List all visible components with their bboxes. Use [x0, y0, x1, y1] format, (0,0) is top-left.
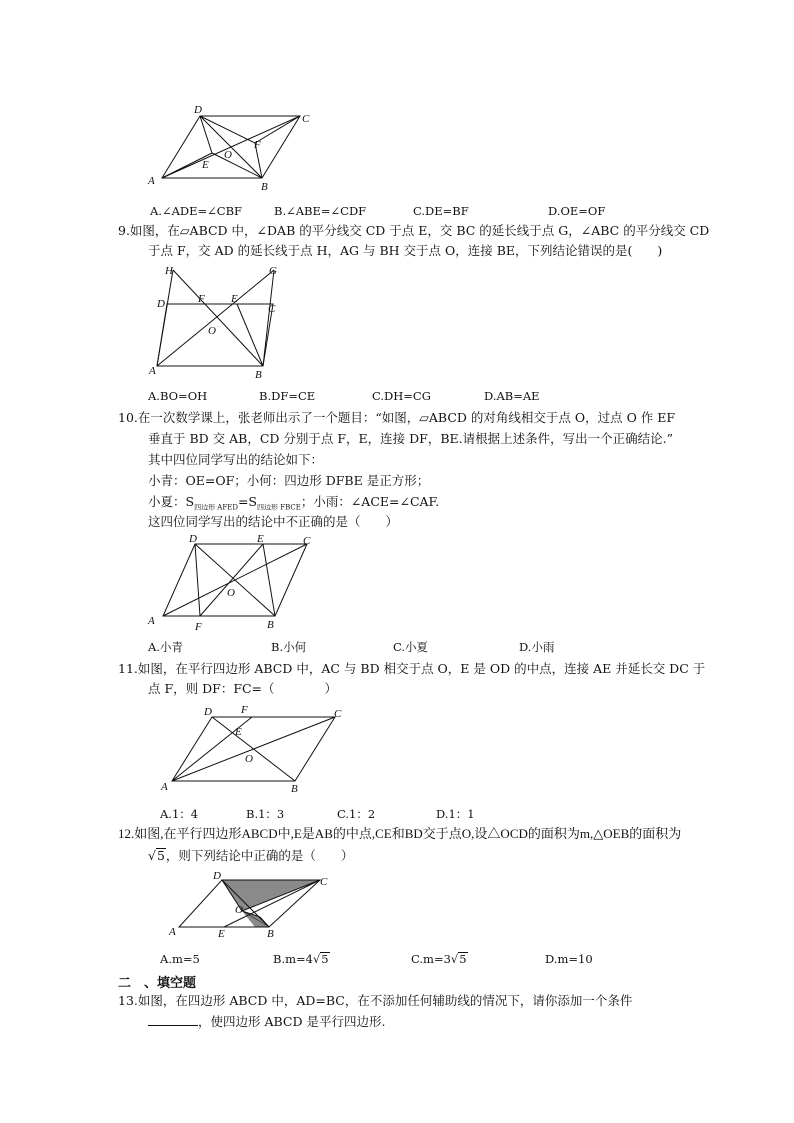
- q11-option-b: B.1：3: [246, 807, 285, 821]
- q9-option-d: D.AB=AE: [484, 389, 540, 403]
- q13-line-1: 13.如图，在四边形 ABCD 中，AD=BC，在不添加任何辅助线的情况下，请你添加一个条件: [118, 993, 633, 1008]
- q8-label-B: B: [261, 181, 268, 193]
- q12-label-E: E: [218, 928, 225, 940]
- q12-sqrt-value: 5: [156, 848, 165, 863]
- q10-label-A: A: [148, 615, 155, 627]
- q9-option-c: C.DH=CG: [372, 389, 431, 403]
- q11-label-F: F: [241, 704, 248, 716]
- q11-option-a: A.1：4: [160, 807, 199, 821]
- q10-eq: =S: [237, 494, 257, 509]
- q10-sub-2: 四边形 FBCE: [256, 503, 301, 512]
- q10-label-C: C: [303, 535, 311, 547]
- q9-label-F: F: [198, 293, 205, 305]
- q10-label-F: F: [195, 621, 202, 633]
- q12-option-d: D.m=10: [545, 952, 593, 966]
- q11-option-c: C.1：2: [337, 807, 376, 821]
- q9-label-C: C: [268, 303, 276, 315]
- q12-option-b-radicand: 5: [321, 952, 329, 966]
- q9-label-D: D: [157, 298, 165, 310]
- q10-line-6: 这四位同学写出的结论中不正确的是（ ）: [148, 514, 399, 529]
- q9-label-E: E: [231, 293, 238, 305]
- q10-label-D: D: [189, 533, 197, 545]
- q10-option-b: B.小何: [271, 640, 307, 654]
- q11-line-2: 点 F，则 DF：FC=（ ）: [148, 681, 338, 696]
- q11-label-A: A: [161, 781, 168, 793]
- q8-label-E: E: [202, 159, 209, 171]
- q10-line-3: 其中四位同学写出的结论如下：: [148, 452, 324, 467]
- q9-label-H: H: [165, 265, 173, 277]
- q12-option-b-sqrt: √: [312, 952, 321, 966]
- q13-line-2-text: ，使四边形 ABCD 是平行四边形.: [198, 1014, 386, 1029]
- q10-option-c: C.小夏: [393, 640, 429, 654]
- q9-label-B: B: [255, 369, 262, 381]
- q12-line-2: [148, 847, 353, 865]
- q12-option-c-radicand: 5: [459, 952, 467, 966]
- q10-figure: [145, 530, 325, 635]
- q11-label-D: D: [204, 706, 212, 718]
- section-heading: 二 、填空题: [118, 976, 197, 991]
- q8-label-C: C: [302, 113, 310, 125]
- q9-label-O: O: [208, 325, 216, 337]
- q11-figure: [155, 700, 355, 800]
- q12-option-a: A.m=5: [160, 952, 200, 966]
- q10-line-2: 垂直于 BD 交 AB，CD 分别于点 F，E，连接 DF，BE.请根据上述条件，写出一个正确结论.”: [148, 431, 673, 446]
- q8-label-O: O: [224, 149, 232, 161]
- q10-line-1: 10.在一次数学课上，张老师出示了一个题目：“如图，▱ABCD 的对角线相交于点 O，过点 O 作 EF: [118, 410, 676, 425]
- q9-label-G: G: [269, 265, 277, 277]
- q10-label-B: B: [267, 619, 274, 631]
- q12-label-B: B: [267, 928, 274, 940]
- q12-option-c-text: C.m=3: [411, 952, 451, 966]
- q9-option-b: B.DF=CE: [259, 389, 316, 403]
- q8-option-b: B.∠ABE=∠CDF: [274, 204, 367, 218]
- q10-option-a: A.小青: [148, 640, 183, 654]
- q8-label-F: F: [254, 139, 261, 151]
- q12-figure: [165, 865, 335, 945]
- q10-xiaxia: 小夏：S: [148, 494, 195, 509]
- q12-label-C: C: [320, 876, 328, 888]
- q11-option-d: D.1：1: [436, 807, 475, 821]
- q13-line-2: [148, 1013, 385, 1031]
- q12-option-b: [273, 952, 330, 966]
- q11-label-C: C: [334, 708, 342, 720]
- q10-label-O: O: [227, 587, 235, 599]
- q12-option-c: [411, 952, 468, 966]
- q9-line-2: 于点 F，交 AD 的延长线于点 H，AG 与 BH 交于点 O，连接 BE，下列结论错误的是( ): [148, 243, 663, 258]
- q8-option-c: C.DE=BF: [413, 204, 469, 218]
- q9-line-1: 9.如图，在▱ABCD 中，∠DAB 的平分线交 CD 于点 E，交 BC 的延长线于点 G，∠ABC 的平分线交 CD: [118, 223, 710, 238]
- q12-label-O: O: [235, 904, 243, 916]
- q11-label-B: B: [291, 783, 298, 795]
- q8-label-D: D: [194, 104, 202, 116]
- q13-answer-blank[interactable]: [148, 1013, 198, 1026]
- q9-label-A: A: [149, 365, 156, 377]
- q10-label-E: E: [257, 533, 264, 545]
- q10-line-4: 小青：OE=OF；小何：四边形 DFBE 是正方形；: [148, 473, 430, 488]
- q11-line-1: 11.如图，在平行四边形 ABCD 中，AC 与 BD 相交于点 O，E 是 OD 的中点，连接 AE 并延长交 DC 于: [118, 661, 706, 676]
- q12-line-2-text: ，则下列结论中正确的是（ ）: [165, 848, 354, 863]
- q10-xiaoyu: ；小雨：∠ACE=∠CAF.: [300, 494, 440, 509]
- q12-option-b-text: B.m=4: [273, 952, 313, 966]
- q9-option-a: A.BO=OH: [148, 389, 208, 403]
- q12-label-A: A: [169, 926, 176, 938]
- q12-option-c-sqrt: √: [450, 952, 459, 966]
- q8-figure: [140, 100, 330, 195]
- q10-sub-1: 四边形 AFED: [194, 503, 238, 512]
- q8-option-d: D.OE=OF: [548, 204, 606, 218]
- q11-label-O: O: [245, 753, 253, 765]
- q11-label-E: E: [235, 726, 242, 738]
- q8-option-a: A.∠ADE=∠CBF: [150, 204, 243, 218]
- q8-label-A: A: [148, 175, 155, 187]
- q10-option-d: D.小雨: [519, 640, 555, 654]
- q9-figure: [145, 262, 295, 382]
- q12-sqrt-sign: √: [148, 848, 156, 863]
- q12-label-D: D: [213, 870, 221, 882]
- q12-line-1: 12.如图,在平行四边形ABCD中,E是AB的中点,CE和BD交于点O,设△OCD的面积为m,△OEB的面积为: [118, 826, 682, 841]
